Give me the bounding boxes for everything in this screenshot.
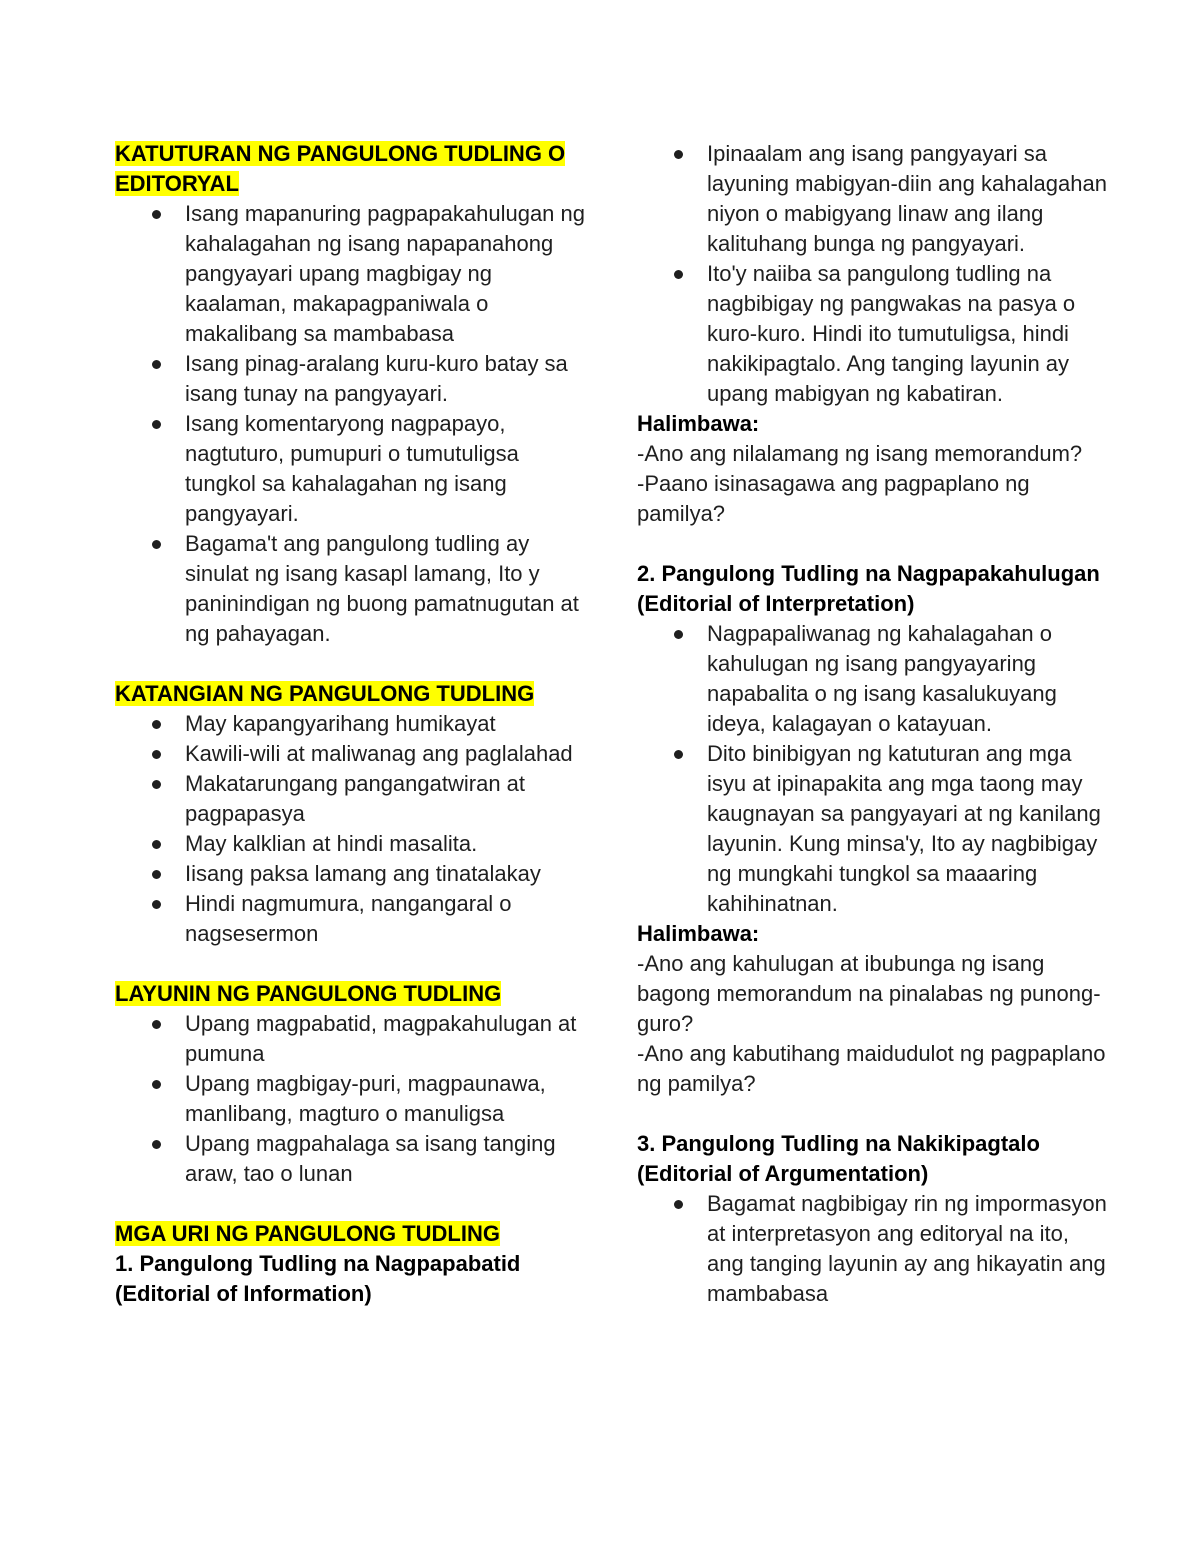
list-item: Nagpapaliwanag ng kahalagahan o kahulugan ng isang pangyayaring napabalita o ng isang kasalukuyang ideya, kalagayan o katayuan. [707,619,1107,739]
spacer [115,1189,585,1219]
right-column [637,139,1107,1309]
layunin-list [115,1009,585,1189]
left-column [115,139,585,1309]
list-item: May kalklian at hindi masalita. [185,829,585,859]
list-item: Bagamat nagbibigay rin ng impormasyon at interpretasyon ang editoryal na ito, ang tanging layunin ay ang hikayatin ang mambabasa [707,1189,1107,1309]
list-item: Ipinaalam ang isang pangyayari sa layuning mabigyan-diin ang kahalagahan niyon o mabigyang linaw ang ilang kalituhang bunga ng pangyayari. [707,139,1107,259]
list-item: Isang pinag-aralang kuru-kuro batay sa isang tunay na pangyayari. [185,349,585,409]
katuturan-list [115,199,585,649]
heading-text: KATUTURAN NG PANGULONG TUDLING O EDITORYAL [115,141,566,196]
nagpapakahulugan-list [637,619,1107,919]
heading-text: KATANGIAN NG PANGULONG TUDLING [115,681,535,706]
list-item: Hindi nagmumura, nangangaral o nagsesermon [185,889,585,949]
example-item: -Ano ang kahulugan at ibubunga ng isang bagong memorandum na pinalabas ng punong-guro? [637,951,1101,1036]
list-item: Upang magpahalaga sa isang tanging araw, tao o lunan [185,1129,585,1189]
spacer [637,1099,1107,1129]
section-heading-katangian [115,679,585,709]
example-item: -Paano isinasagawa ang pagpaplano ng pamilya? [637,471,1030,526]
list-item: Isang mapanuring pagpapakahulugan ng kahalagahan ng isang napapanahong pangyayari upang magbigay ng kaalaman, makapagpaniwala o makalibang sa mambabasa [185,199,585,349]
katangian-list [115,709,585,949]
nagpapabatid-list [637,139,1107,409]
subheading-nakikipagtalo: 3. Pangulong Tudling na Nakikipagtalo (Editorial of Argumentation) [637,1131,1040,1186]
spacer [637,529,1107,559]
heading-text: MGA URI NG PANGULONG TUDLING [115,1221,500,1246]
nakikipagtalo-list [637,1189,1107,1309]
list-item: Bagama't ang pangulong tudling ay sinulat ng isang kasapl lamang, Ito y paninindigan ng buong pamatnugutan at ng pahayagan. [185,529,585,649]
example-item: -Ano ang nilalamang ng isang memorandum? [637,441,1083,466]
subheading-nagpapakahulugan: 2. Pangulong Tudling na Nagpapakahulugan (Editorial of Interpretation) [637,561,1100,616]
list-item: May kapangyarihang humikayat [185,709,585,739]
example-item: -Ano ang kabutihang maidudulot ng pagpaplano ng pamilya? [637,1041,1106,1096]
list-item: Upang magbigay-puri, magpaunawa, manlibang, magturo o manuligsa [185,1069,585,1129]
example-label: Halimbawa: [637,921,760,946]
section-heading-katuturan [115,139,585,199]
list-item: Kawili-wili at maliwanag ang paglalahad [185,739,585,769]
list-item: Ito'y naiiba sa pangulong tudling na nagbibigay ng pangwakas na pasya o kuro-kuro. Hindi ito tumutuligsa, hindi nakikipagtalo. Ang tanging layunin ay upang mabigyan ng kabatiran. [707,259,1107,409]
heading-text: LAYUNIN NG PANGULONG TUDLING [115,981,502,1006]
subheading-nagpapabatid: 1. Pangulong Tudling na Nagpapabatid (Editorial of Information) [115,1251,521,1306]
spacer [115,649,585,679]
section-heading-layunin [115,979,585,1009]
list-item: Upang magpabatid, magpakahulugan at pumuna [185,1009,585,1069]
list-item: Isang komentaryong nagpapayo, nagtuturo, pumupuri o tumutuligsa tungkol sa kahalagahan ng isang pangyayari. [185,409,585,529]
spacer [115,949,585,979]
list-item: Makatarungang pangangatwiran at pagpapasya [185,769,585,829]
list-item: Dito binibigyan ng katuturan ang mga isyu at ipinapakita ang mga taong may kaugnayan sa pangyayari at ng kanilang layunin. Kung minsa'y, Ito ay nagbibigay ng mungkahi tungkol sa maaaring kahihinatnan. [707,739,1107,919]
example-label: Halimbawa: [637,411,760,436]
list-item: Iisang paksa lamang ang tinatalakay [185,859,585,889]
section-heading-mga-uri [115,1219,585,1249]
